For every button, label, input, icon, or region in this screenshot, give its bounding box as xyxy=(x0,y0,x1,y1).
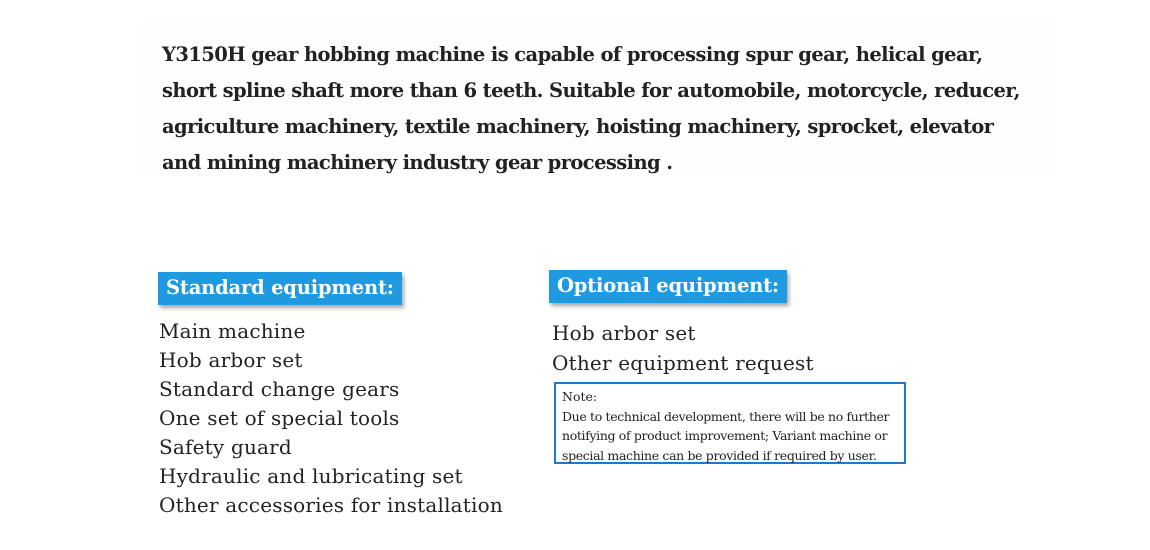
list-item: Safety guard xyxy=(159,435,292,459)
list-item: Hob arbor set xyxy=(552,321,696,345)
standard-equipment-list xyxy=(159,317,503,520)
standard-equipment-heading: Standard equipment: xyxy=(158,272,402,305)
list-item: Hob arbor set xyxy=(159,348,303,372)
list-item: Other accessories for installation xyxy=(159,493,503,517)
list-item: Hydraulic and lubricating set xyxy=(159,464,463,488)
list-item: Standard change gears xyxy=(159,377,400,401)
list-item: Main machine xyxy=(159,319,306,343)
optional-equipment-list xyxy=(552,318,814,378)
list-item: One set of special tools xyxy=(159,406,400,430)
optional-equipment-heading: Optional equipment: xyxy=(549,270,787,303)
note-box xyxy=(554,382,906,464)
note-title: Note: xyxy=(562,389,598,404)
list-item: Other equipment request xyxy=(552,351,814,375)
note-body: Due to technical development, there will be no further notifying of product improvement; Variant machine or special machine can be provided if required by user. xyxy=(562,408,890,463)
intro-paragraph: Y3150H gear hobbing machine is capable of processing spur gear, helical gear, short spline shaft more than 6 teeth. Suitable for automobile, motorcycle, reducer, agriculture machinery, textile machinery, hoisting machinery, sprocket, elevator and mining machinery industry gear processing . xyxy=(162,43,1020,174)
